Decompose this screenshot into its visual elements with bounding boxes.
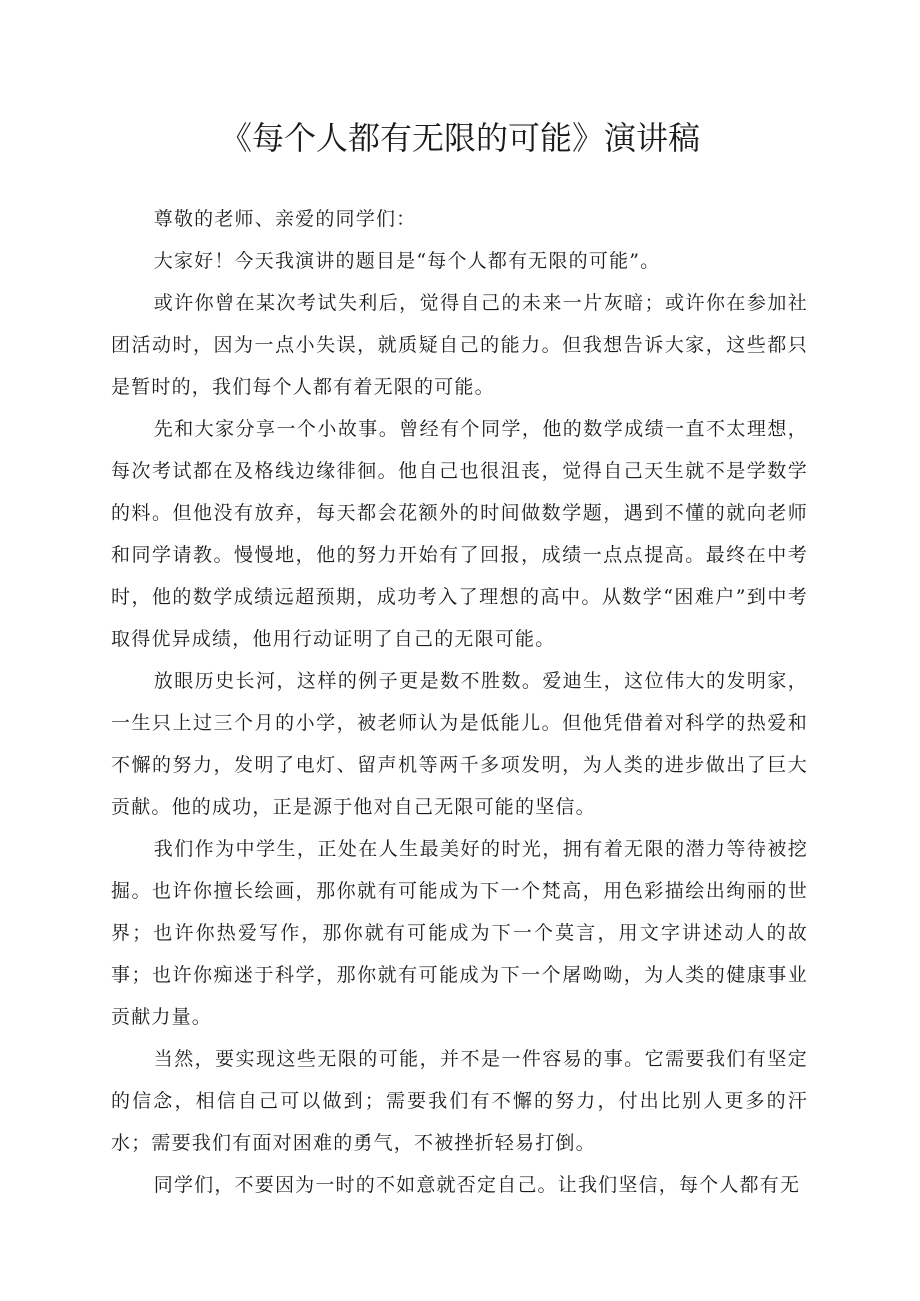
body-paragraph: 同学们，不要因为一时的不如意就否定自己。让我们坚信，每个人都有无 <box>153 1174 801 1196</box>
body-paragraph: 放眼历史长河，这样的例子更是数不胜数。爱迪生，这位伟大的发明家，一生只上过三个月的小学，被老师认为是低能儿。但他凭借着对科学的热爱和不懈的努力，发明了电灯、留声机等两千多项发明，为人类的进步做出了巨大贡献。他的成功，正是源于他对自己无限可能的坚信。 <box>111 670 808 818</box>
document-title: 《每个人都有无限的可能》演讲稿 <box>219 119 700 157</box>
body-paragraph: 当然，要实现这些无限的可能，并不是一件容易的事。它需要我们有坚定的信念，相信自己可以做到；需要我们有不懈的努力，付出比别人更多的汗水；需要我们有面对困难的勇气，不被挫折轻易打倒。 <box>111 1048 808 1154</box>
body-paragraph: 先和大家分享一个小故事。曾经有个同学，他的数学成绩一直不太理想，每次考试都在及格线边缘徘徊。他自己也很沮丧，觉得自己天生就不是学数学的料。但他没有放弃，每天都会花额外的时间做数学题，遇到不懂的就向老师和同学请教。慢慢地，他的努力开始有了回报，成绩一点点提高。最终在中考时，他的数学成绩远超预期，成功考入了理想的高中。从数学“困难户”到中考取得优异成绩，他用行动证明了自己的无限可能。 <box>111 418 808 650</box>
body-paragraph: 我们作为中学生，正处在人生最美好的时光，拥有着无限的潜力等待被挖掘。也许你擅长绘画，那你就有可能成为下一个梵高，用色彩描绘出绚丽的世界；也许你热爱写作，那你就有可能成为下一个莫言，用文字讲述动人的故事；也许你痴迷于科学，那你就有可能成为下一个屠呦呦，为人类的健康事业贡献力量。 <box>111 838 808 1028</box>
document-body <box>111 198 808 1206</box>
body-paragraph: 或许你曾在某次考试失利后，觉得自己的未来一片灰暗；或许你在参加社团活动时，因为一点小失误，就质疑自己的能力。但我想告诉大家，这些都只是暂时的，我们每个人都有着无限的可能。 <box>111 292 808 398</box>
salutation-paragraph: 尊敬的老师、亲爱的同学们： <box>153 208 417 230</box>
greeting-paragraph: 大家好！今天我演讲的题目是“每个人都有无限的可能”。 <box>153 250 661 272</box>
